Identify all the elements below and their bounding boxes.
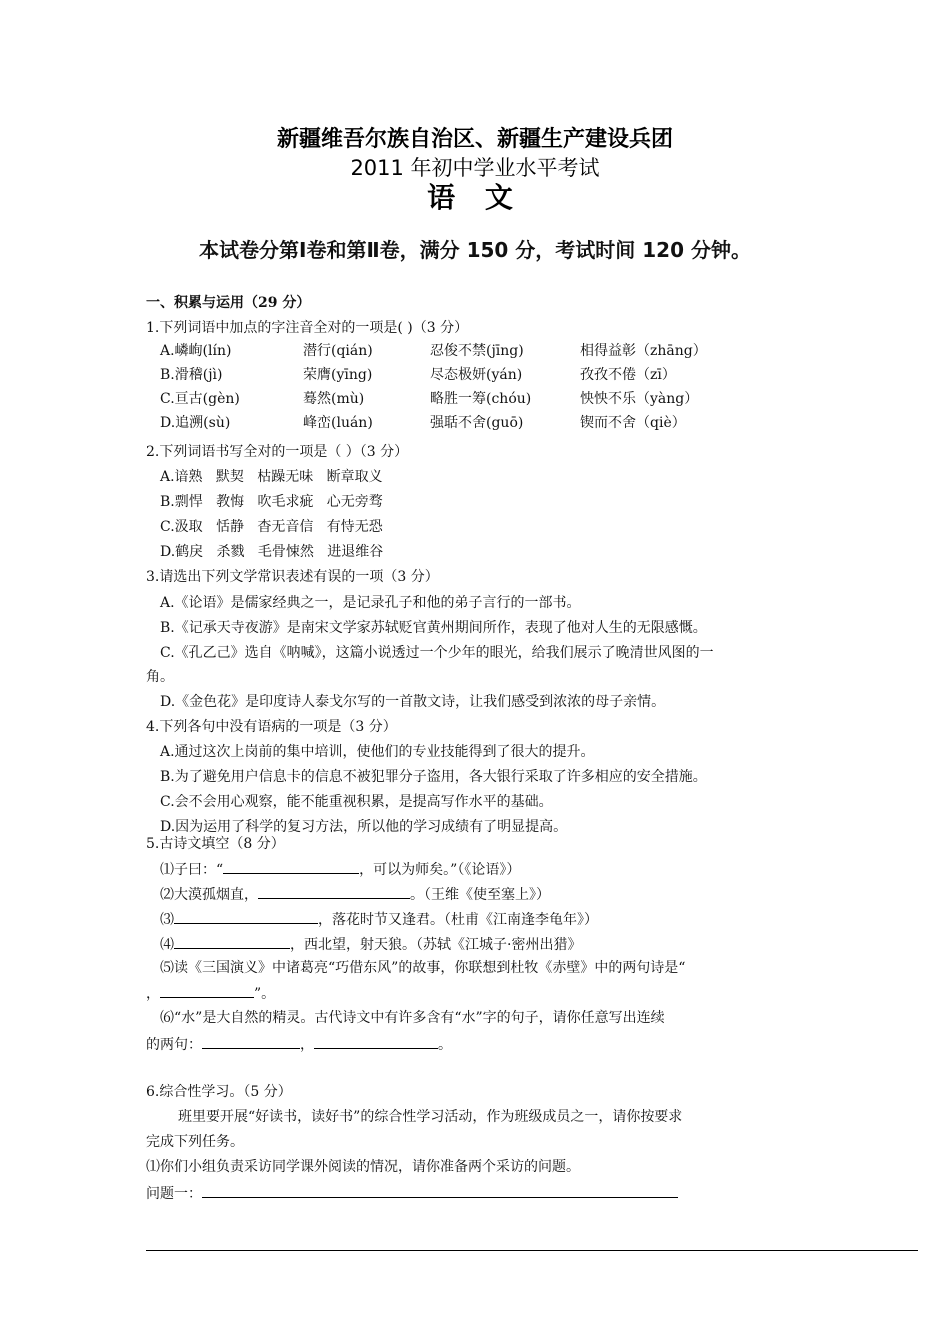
question-1-stem: 1.下列词语中加点的字注音全对的一项是( )（3 分） <box>146 320 469 336</box>
option-word: C.亘古(gèn) <box>160 391 240 407</box>
page-footer-rule <box>146 1250 918 1251</box>
option-word: 相得益彰（zhāng） <box>580 343 707 359</box>
question-5-item-5: ⑸读《三国演义》中诸葛亮“巧借东风”的故事，你联想到杜牧《赤壁》中的两句诗是“ <box>160 960 686 976</box>
item-text: ， <box>146 986 160 1002</box>
option-word: 峰峦(luán) <box>303 415 373 431</box>
question-2-option-a: A.谙熟 默契 枯躁无味 断章取义 <box>160 469 383 485</box>
answer-blank[interactable] <box>174 909 318 924</box>
answer-blank[interactable] <box>174 934 290 949</box>
question-5-stem: 5.古诗文填空（8 分） <box>146 836 285 852</box>
answer-blank[interactable] <box>314 1034 438 1049</box>
answer-blank[interactable] <box>223 859 359 874</box>
question-3-option-c: C.《孔乙己》选自《呐喊》，这篇小说透过一个少年的眼光，给我们展示了晚清世风图的一 <box>160 645 714 661</box>
question-4-option-c: C.会不会用心观察，能不能重视积累，是提高写作水平的基础。 <box>160 794 553 810</box>
answer-blank[interactable] <box>160 983 254 998</box>
option-word: D.追溯(sù) <box>160 415 231 431</box>
item-text: ”。 <box>254 986 276 1002</box>
answer-blank[interactable] <box>258 884 410 899</box>
question-6-stem: 6.综合性学习。（5 分） <box>146 1084 292 1100</box>
answer-blank[interactable] <box>202 1183 678 1198</box>
exam-title-subject: 语 文 <box>427 181 523 214</box>
question-5-item-2 <box>160 884 550 904</box>
question-4-stem: 4.下列各句中没有语病的一项是（3 分） <box>146 719 397 735</box>
question-4-option-b: B.为了避免用户信息卡的信息不被犯罪分子盗用，各大银行采取了许多相应的安全措施。 <box>160 769 707 785</box>
item-text: ， <box>300 1037 314 1053</box>
option-word: 略胜一筹(chóu) <box>430 391 532 407</box>
question-2-option-b: B.剽悍 教悔 吹毛求疵 心无旁骛 <box>160 494 383 510</box>
question-3-option-b: B.《记承天寺夜游》是南宋文学家苏轼贬官黄州期间所作，表现了他对人生的无限感慨。 <box>160 620 707 636</box>
item-text: 的两句： <box>146 1037 202 1053</box>
option-word: A.嶙峋(lín) <box>160 343 232 359</box>
question-5-item-4 <box>160 934 581 954</box>
option-word: B.滑稽(jì) <box>160 367 223 383</box>
item-text: 。（王维《使至塞上》） <box>410 887 550 903</box>
item-text: 问题一： <box>146 1186 202 1202</box>
question-2-option-c: C.汲取 恬静 杳无音信 有恃无恐 <box>160 519 383 535</box>
option-word: 荣膺(yīng) <box>303 367 373 383</box>
option-word: 强聒不舍(guō) <box>430 415 524 431</box>
question-6-intro-cont: 完成下列任务。 <box>146 1134 244 1150</box>
question-4-option-d: D.因为运用了科学的复习方法，所以他的学习成绩有了明显提高。 <box>160 819 568 835</box>
question-3-stem: 3.请选出下列文学常识表述有误的一项（3 分） <box>146 569 439 585</box>
item-text: ，可以为师矣。”（《论语》） <box>359 862 521 878</box>
item-text: ⑶ <box>160 912 174 928</box>
question-5-item-6-cont <box>146 1034 452 1054</box>
question-5-item-6: ⑹“水”是大自然的精灵。古代诗文中有许多含有“水”字的句子，请你任意写出连续 <box>160 1010 665 1026</box>
option-word: 忍俊不禁(jīng) <box>430 343 524 359</box>
exam-instructions: 本试卷分第Ⅰ卷和第Ⅱ卷，满分 150 分，考试时间 120 分钟。 <box>199 238 751 262</box>
option-word: 锲而不舍（qiè） <box>580 415 686 431</box>
question-5-item-1 <box>160 859 520 879</box>
question-2-option-d: D.鹤戾 杀戮 毛骨悚然 进退维谷 <box>160 544 384 560</box>
question-5-item-5-cont <box>146 983 275 1003</box>
exam-title-region: 新疆维吾尔族自治区、新疆生产建设兵团 <box>276 127 673 152</box>
question-3-option-c-cont: 角。 <box>146 669 174 685</box>
item-text: ⑴子曰：“ <box>160 862 224 878</box>
option-word: 怏怏不乐（yàng） <box>580 391 699 407</box>
option-word: 潜行(qián) <box>303 343 373 359</box>
item-text: ，西北望，射天狼。（苏轼《江城子·密州出猎》 <box>290 937 582 953</box>
question-5-item-3 <box>160 909 598 929</box>
question-2-stem: 2.下列词语书写全对的一项是（ ）（3 分） <box>146 444 409 460</box>
item-text: ⑷ <box>160 937 174 953</box>
option-word: 尽态极妍(yán) <box>430 367 523 383</box>
section-heading: 一、积累与运用（29 分） <box>146 295 311 311</box>
item-text: ⑵大漠孤烟直， <box>160 887 258 903</box>
question-6-ask-1 <box>146 1183 678 1203</box>
option-word: 蓦然(mù) <box>303 391 365 407</box>
option-word: 孜孜不倦（zī） <box>580 367 676 383</box>
item-text: ，落花时节又逢君。（杜甫《江南逢李龟年》） <box>318 912 598 928</box>
item-text: 。 <box>438 1037 452 1053</box>
answer-blank[interactable] <box>202 1034 300 1049</box>
question-3-option-d: D.《金色花》是印度诗人泰戈尔写的一首散文诗，让我们感受到浓浓的母子亲情。 <box>160 694 666 710</box>
question-4-option-a: A.通过这次上岗前的集中培训，使他们的专业技能得到了很大的提升。 <box>160 744 595 760</box>
question-6-task-1: ⑴你们小组负责采访同学课外阅读的情况，请你准备两个采访的问题。 <box>146 1159 580 1175</box>
question-3-option-a: A.《论语》是儒家经典之一，是记录孔子和他的弟子言行的一部书。 <box>160 595 581 611</box>
question-6-intro: 班里要开展“好读书，读好书”的综合性学习活动，作为班级成员之一，请你按要求 <box>178 1109 683 1125</box>
exam-title-year: 2011 年初中学业水平考试 <box>350 156 600 180</box>
